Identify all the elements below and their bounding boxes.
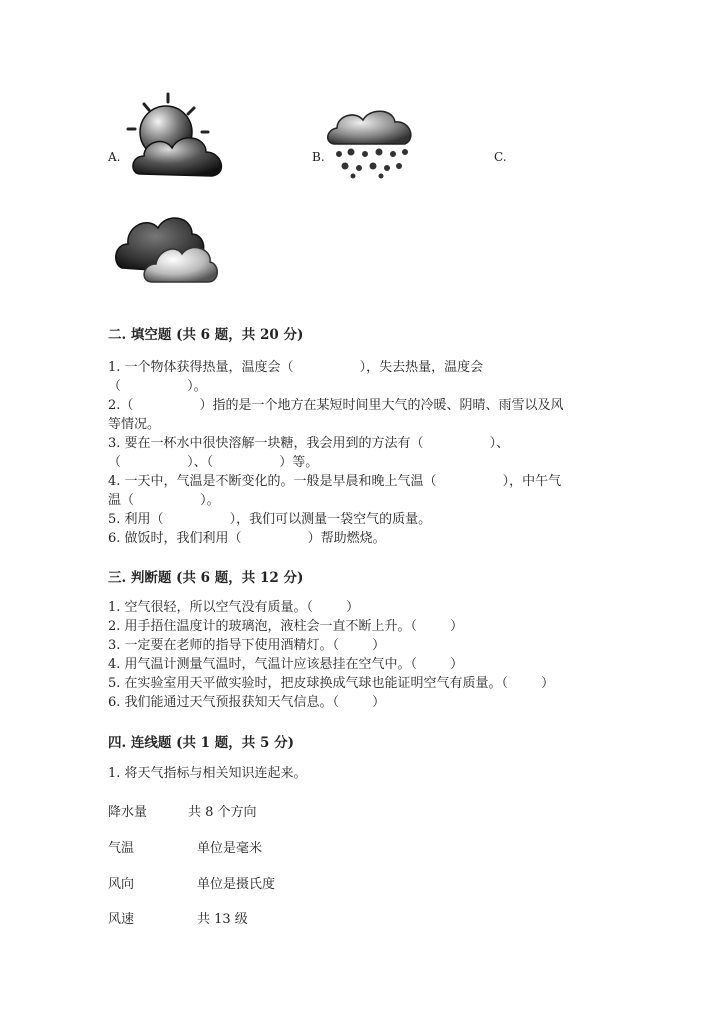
fill-blank-line-4: 4. 一天中，气温是不断变化的。一般是早晨和晚上气温（ ），中午气 — [108, 474, 562, 489]
choice-b-label: B. — [312, 150, 325, 164]
section-2-heading: 二. 填空题 (共 6 题，共 20 分) — [108, 327, 304, 343]
match-right-4: 共 13 级 — [197, 912, 248, 927]
judge-line-3: 3. 一定要在老师的指导下使用酒精灯。（ ） — [108, 638, 386, 653]
judge-line-1: 1. 空气很轻，所以空气没有质量。（ ） — [108, 600, 360, 615]
fill-blank-line-2: 2.（ ）指的是一个地方在某短时间里大气的冷暖、阴晴、雨雪以及风 — [108, 398, 564, 413]
fill-blank-line-1: 1. 一个物体获得热量，温度会（ ），失去热量，温度会 — [108, 360, 484, 375]
match-right-1: 共 8 个方向 — [188, 805, 257, 820]
match-left-2: 气温 — [108, 841, 135, 856]
match-left-1: 降水量 — [108, 805, 148, 820]
fill-blank-line-3: 3. 要在一杯水中很快溶解一块糖，我会用到的方法有（ ）、 — [108, 436, 510, 451]
choice-c-label: C. — [494, 150, 507, 164]
match-left-3: 风向 — [108, 877, 135, 892]
sun-behind-cloud-icon — [124, 92, 230, 184]
fill-blank-line-6: 6. 做饭时，我们利用（ ）帮助燃烧。 — [108, 531, 386, 546]
match-right-3: 单位是摄氏度 — [197, 877, 276, 892]
choice-a-label: A. — [108, 150, 121, 164]
match-left-4: 风速 — [108, 912, 135, 927]
overcast-cloud-icon — [112, 208, 220, 286]
fill-blank-line-2-cont: 等情况。 — [108, 417, 161, 432]
fill-blank-line-5: 5. 利用（ ），我们可以测量一袋空气的质量。 — [108, 512, 432, 527]
section-3-heading: 三. 判断题 (共 6 题，共 12 分) — [108, 570, 304, 586]
matching-question: 1. 将天气指标与相关知识连起来。 — [108, 766, 307, 781]
judge-line-5: 5. 在实验室用天平做实验时，把皮球换成气球也能证明空气有质量。（ ） — [108, 676, 555, 691]
judge-line-2: 2. 用手捂住温度计的玻璃泡，液柱会一直不断上升。（ ） — [108, 619, 464, 634]
fill-blank-line-4-cont: 温（ ）。 — [108, 493, 220, 508]
section-4-heading: 四. 连线题 (共 1 题，共 5 分) — [108, 735, 294, 751]
fill-blank-line-3-cont: （ ）、（ ）等。 — [108, 455, 319, 470]
hail-cloud-icon — [325, 104, 417, 180]
judge-line-4: 4. 用气温计测量气温时，气温计应该悬挂在空气中。（ ） — [108, 657, 464, 672]
fill-blank-line-1-cont: （ ）。 — [108, 379, 207, 394]
match-right-2: 单位是毫米 — [197, 841, 263, 856]
judge-line-6: 6. 我们能通过天气预报获知天气信息。（ ） — [108, 695, 386, 710]
